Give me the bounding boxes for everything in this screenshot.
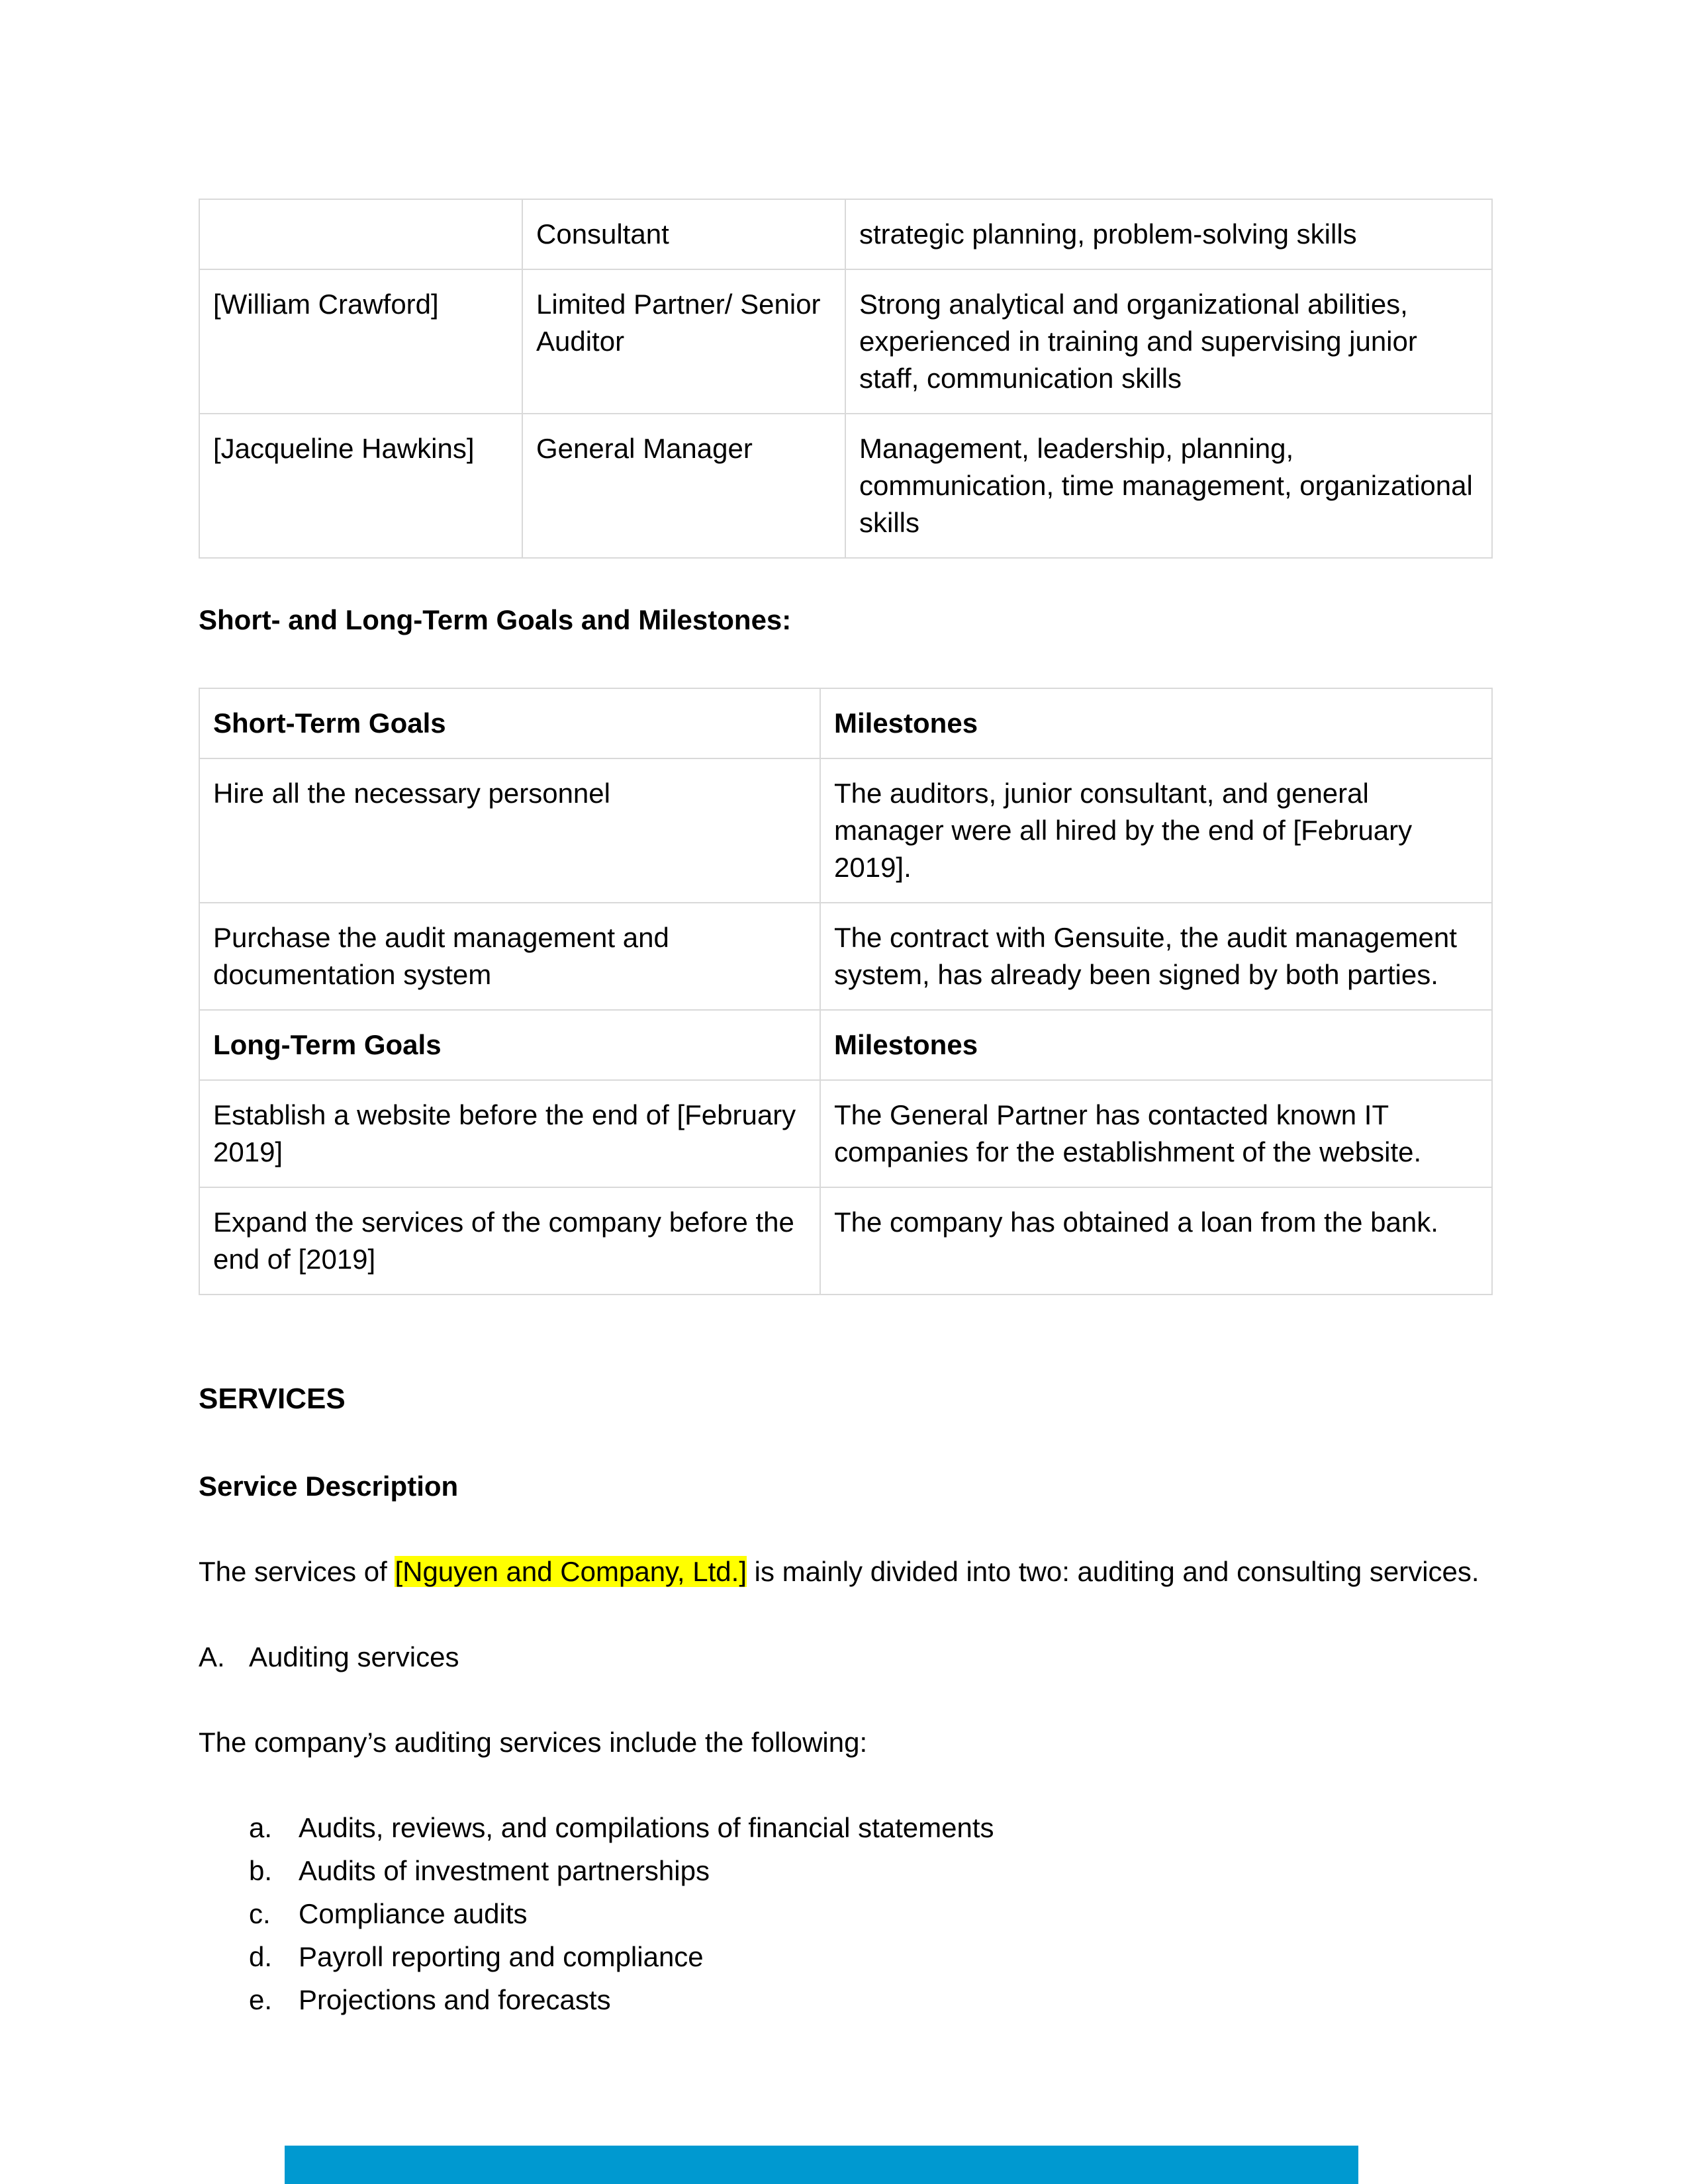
table-row	[199, 199, 1492, 269]
list-item	[249, 1981, 1491, 2025]
team-member-position: Consultant	[522, 199, 845, 269]
table-row	[199, 414, 1492, 558]
goals-heading: Short- and Long-Term Goals and Milestones:	[199, 604, 792, 635]
milestones-header: Milestones	[820, 1010, 1492, 1080]
team-member-skills: Management, leadership, planning, communication, time management, organizational skills	[845, 414, 1492, 558]
table-row	[199, 903, 1492, 1010]
milestone-cell: The General Partner has contacted known IT companies for the establishment of the website.	[820, 1080, 1492, 1187]
services-intro-after: is mainly divided into two: auditing and consulting services.	[747, 1556, 1479, 1587]
list-item	[249, 1895, 1491, 1938]
list-item-text: Payroll reporting and compliance	[299, 1941, 704, 1972]
list-marker: d.	[249, 1941, 273, 1972]
service-description-heading: Service Description	[199, 1471, 459, 1502]
list-item-label: Auditing services	[249, 1641, 459, 1672]
company-name-highlight: [Nguyen and Company, Ltd.]	[395, 1556, 747, 1587]
team-member-position: General Manager	[522, 414, 845, 558]
services-outline	[199, 1639, 1491, 1682]
list-marker: b.	[249, 1855, 273, 1886]
table-row	[199, 1080, 1492, 1187]
team-member-skills: Strong analytical and organizational abilities, experienced in training and supervising junior staff, communication skills	[845, 269, 1492, 414]
list-marker: c.	[249, 1898, 271, 1929]
team-member-skills: strategic planning, problem-solving skills	[845, 199, 1492, 269]
list-item-text: Audits of investment partnerships	[299, 1855, 710, 1886]
list-item-text: Compliance audits	[299, 1898, 528, 1929]
table-row	[199, 1187, 1492, 1295]
goals-table	[199, 688, 1493, 1295]
list-marker: e.	[249, 1984, 273, 2015]
auditing-intro: The company’s auditing services include the following:	[199, 1727, 868, 1758]
list-item	[199, 1639, 1491, 1682]
goal-cell: Expand the services of the company before the end of [2019]	[199, 1187, 820, 1295]
goal-cell: Hire all the necessary personnel	[199, 758, 820, 903]
team-member-name: [Jacqueline Hawkins]	[199, 414, 522, 558]
list-item-text: Projections and forecasts	[299, 1984, 611, 2015]
list-item	[249, 1852, 1491, 1895]
team-member-name: [William Crawford]	[199, 269, 522, 414]
milestone-cell: The auditors, junior consultant, and general manager were all hired by the end of [February 2019].	[820, 758, 1492, 903]
short-term-goals-header: Short-Term Goals	[199, 688, 820, 758]
team-table	[199, 199, 1493, 559]
list-item	[249, 1938, 1491, 1981]
table-header-row	[199, 1010, 1492, 1080]
milestone-cell: The contract with Gensuite, the audit management system, has already been signed by both parties.	[820, 903, 1492, 1010]
milestone-cell: The company has obtained a loan from the bank.	[820, 1187, 1492, 1295]
table-row	[199, 758, 1492, 903]
long-term-goals-header: Long-Term Goals	[199, 1010, 820, 1080]
table-header-row	[199, 688, 1492, 758]
services-intro-before: The services of	[199, 1556, 395, 1587]
services-intro	[199, 1553, 1491, 1590]
services-title: SERVICES	[199, 1383, 346, 1415]
goal-cell: Purchase the audit management and documentation system	[199, 903, 820, 1010]
document-body	[199, 199, 1491, 2025]
team-member-position: Limited Partner/ Senior Auditor	[522, 269, 845, 414]
footer-bar	[285, 2146, 1358, 2184]
list-item-text: Audits, reviews, and compilations of financial statements	[299, 1812, 994, 1843]
list-item	[249, 1809, 1491, 1852]
milestones-header: Milestones	[820, 688, 1492, 758]
list-marker: A.	[199, 1641, 225, 1672]
list-marker: a.	[249, 1812, 273, 1843]
auditing-services-list	[199, 1809, 1491, 2025]
table-row	[199, 269, 1492, 414]
goal-cell: Establish a website before the end of [February 2019]	[199, 1080, 820, 1187]
team-member-name	[199, 199, 522, 269]
